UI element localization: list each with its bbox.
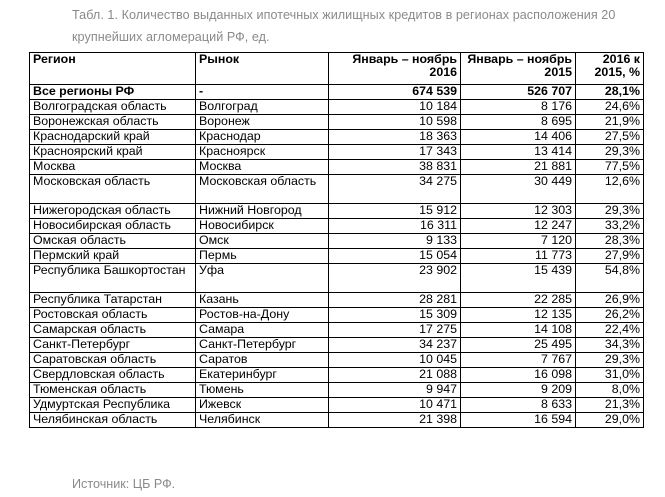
cell-region: Волгоградская область: [30, 100, 196, 115]
cell-change: 33,2%: [576, 219, 644, 234]
cell-market: Московская область: [196, 175, 329, 204]
table-row: [30, 175, 644, 204]
cell-market: Москва: [196, 160, 329, 175]
cell-change: 22,4%: [576, 323, 644, 338]
cell-change: 27,5%: [576, 130, 644, 145]
table-row: [30, 398, 644, 413]
table-row-total: [30, 85, 644, 100]
table-row: [30, 130, 644, 145]
cell-change: 26,9%: [576, 293, 644, 308]
table-row: [30, 115, 644, 130]
cell-2016: 34 237: [329, 338, 461, 353]
cell-2016: 15 912: [329, 204, 461, 219]
table-row: [30, 160, 644, 175]
cell-change: 21,3%: [576, 398, 644, 413]
table-row: [30, 413, 644, 428]
cell-market: Красноярск: [196, 145, 329, 160]
cell-market: Челябинск: [196, 413, 329, 428]
cell-region: Новосибирская область: [30, 219, 196, 234]
cell-market: Уфа: [196, 264, 329, 293]
header-market: Рынок: [196, 53, 329, 85]
cell-2016: 21 398: [329, 413, 461, 428]
header-2015: Январь – ноябрь 2015: [461, 53, 576, 85]
cell-2016: 10 045: [329, 353, 461, 368]
cell-2015: 25 495: [461, 338, 576, 353]
cell-market: Пермь: [196, 249, 329, 264]
table-header-row: [30, 53, 644, 85]
cell-change: 29,3%: [576, 353, 644, 368]
cell-change: 77,5%: [576, 160, 644, 175]
cell-2015: 7 767: [461, 353, 576, 368]
cell-change: 27,9%: [576, 249, 644, 264]
header-region: Регион: [30, 53, 196, 85]
table-body: [30, 85, 644, 428]
cell-2015: 16 594: [461, 413, 576, 428]
cell-region: Красноярский край: [30, 145, 196, 160]
cell-2016: 16 311: [329, 219, 461, 234]
cell-change: 28,3%: [576, 234, 644, 249]
cell-region: Москва: [30, 160, 196, 175]
cell-region: Саратовская область: [30, 353, 196, 368]
cell-market: Нижний Новгород: [196, 204, 329, 219]
cell-change: 8,0%: [576, 383, 644, 398]
cell-change: 34,3%: [576, 338, 644, 353]
table-row: [30, 293, 644, 308]
cell-region: Краснодарский край: [30, 130, 196, 145]
cell-change: 29,0%: [576, 413, 644, 428]
cell-2016: 15 309: [329, 308, 461, 323]
cell-change: 54,8%: [576, 264, 644, 293]
table-row: [30, 234, 644, 249]
cell-region: Самарская область: [30, 323, 196, 338]
table-row: [30, 383, 644, 398]
cell-market: Омск: [196, 234, 329, 249]
table-row: [30, 145, 644, 160]
cell-region: Омская область: [30, 234, 196, 249]
cell-2016: 9 133: [329, 234, 461, 249]
cell-market: Тюмень: [196, 383, 329, 398]
cell-2015: 11 773: [461, 249, 576, 264]
cell-2016: 38 831: [329, 160, 461, 175]
cell-change: 28,1%: [576, 85, 644, 100]
cell-market: Ижевск: [196, 398, 329, 413]
cell-market: Ростов-на-Дону: [196, 308, 329, 323]
cell-market: Саратов: [196, 353, 329, 368]
cell-market: Екатеринбург: [196, 368, 329, 383]
cell-2015: 12 135: [461, 308, 576, 323]
cell-2015: 8 695: [461, 115, 576, 130]
cell-2016: 10 471: [329, 398, 461, 413]
cell-2016: 21 088: [329, 368, 461, 383]
cell-2015: 14 406: [461, 130, 576, 145]
cell-region: Челябинская область: [30, 413, 196, 428]
table-row: [30, 264, 644, 293]
header-change: 2016 к 2015, %: [576, 53, 644, 85]
cell-2016: 28 281: [329, 293, 461, 308]
source-note: Источник: ЦБ РФ.: [72, 477, 176, 491]
table-caption: [72, 4, 664, 48]
cell-2016: 17 343: [329, 145, 461, 160]
cell-2016: 34 275: [329, 175, 461, 204]
cell-region: Республика Татарстан: [30, 293, 196, 308]
table-row: [30, 204, 644, 219]
cell-2015: 12 247: [461, 219, 576, 234]
cell-2015: 13 414: [461, 145, 576, 160]
table-row: [30, 368, 644, 383]
cell-2016: 10 598: [329, 115, 461, 130]
mortgage-loans-table: [29, 52, 644, 428]
cell-market: Волгоград: [196, 100, 329, 115]
table-row: [30, 323, 644, 338]
cell-2016: 10 184: [329, 100, 461, 115]
cell-region: Тюменская область: [30, 383, 196, 398]
cell-2015: 16 098: [461, 368, 576, 383]
cell-region: Санкт-Петербург: [30, 338, 196, 353]
table-row: [30, 249, 644, 264]
cell-2015: 22 285: [461, 293, 576, 308]
cell-market: Казань: [196, 293, 329, 308]
table-row: [30, 353, 644, 368]
cell-region: Удмуртская Республика: [30, 398, 196, 413]
cell-2015: 7 120: [461, 234, 576, 249]
cell-region: Свердловская область: [30, 368, 196, 383]
cell-2015: 12 303: [461, 204, 576, 219]
cell-2015: 8 176: [461, 100, 576, 115]
caption-line-1: Табл. 1. Количество выданных ипотечных жилищных кредитов в регионах расположения 20: [72, 8, 616, 22]
cell-change: 26,2%: [576, 308, 644, 323]
cell-change: 29,3%: [576, 204, 644, 219]
cell-2016: 9 947: [329, 383, 461, 398]
cell-2015: 30 449: [461, 175, 576, 204]
cell-change: 29,3%: [576, 145, 644, 160]
cell-region: Московская область: [30, 175, 196, 204]
cell-2015: 14 108: [461, 323, 576, 338]
table-row: [30, 338, 644, 353]
cell-2016: 674 539: [329, 85, 461, 100]
cell-2015: 9 209: [461, 383, 576, 398]
cell-2016: 23 902: [329, 264, 461, 293]
cell-2015: 15 439: [461, 264, 576, 293]
cell-change: 21,9%: [576, 115, 644, 130]
cell-change: 12,6%: [576, 175, 644, 204]
cell-change: 31,0%: [576, 368, 644, 383]
cell-2016: 18 363: [329, 130, 461, 145]
cell-2015: 8 633: [461, 398, 576, 413]
cell-region: Воронежская область: [30, 115, 196, 130]
caption-line-2: крупнейших агломераций РФ, ед.: [72, 30, 270, 44]
cell-region: Республика Башкортостан: [30, 264, 196, 293]
cell-2016: 15 054: [329, 249, 461, 264]
table-row: [30, 100, 644, 115]
cell-market: Новосибирск: [196, 219, 329, 234]
cell-market: Самара: [196, 323, 329, 338]
cell-market: Санкт-Петербург: [196, 338, 329, 353]
cell-2015: 21 881: [461, 160, 576, 175]
cell-market: Воронеж: [196, 115, 329, 130]
cell-market: -: [196, 85, 329, 100]
cell-region: Ростовская область: [30, 308, 196, 323]
cell-region: Все регионы РФ: [30, 85, 196, 100]
header-2016: Январь – ноябрь 2016: [329, 53, 461, 85]
cell-2015: 526 707: [461, 85, 576, 100]
cell-region: Пермский край: [30, 249, 196, 264]
table-row: [30, 219, 644, 234]
cell-change: 24,6%: [576, 100, 644, 115]
table-row: [30, 308, 644, 323]
cell-2016: 17 275: [329, 323, 461, 338]
cell-market: Краснодар: [196, 130, 329, 145]
cell-region: Нижегородская область: [30, 204, 196, 219]
